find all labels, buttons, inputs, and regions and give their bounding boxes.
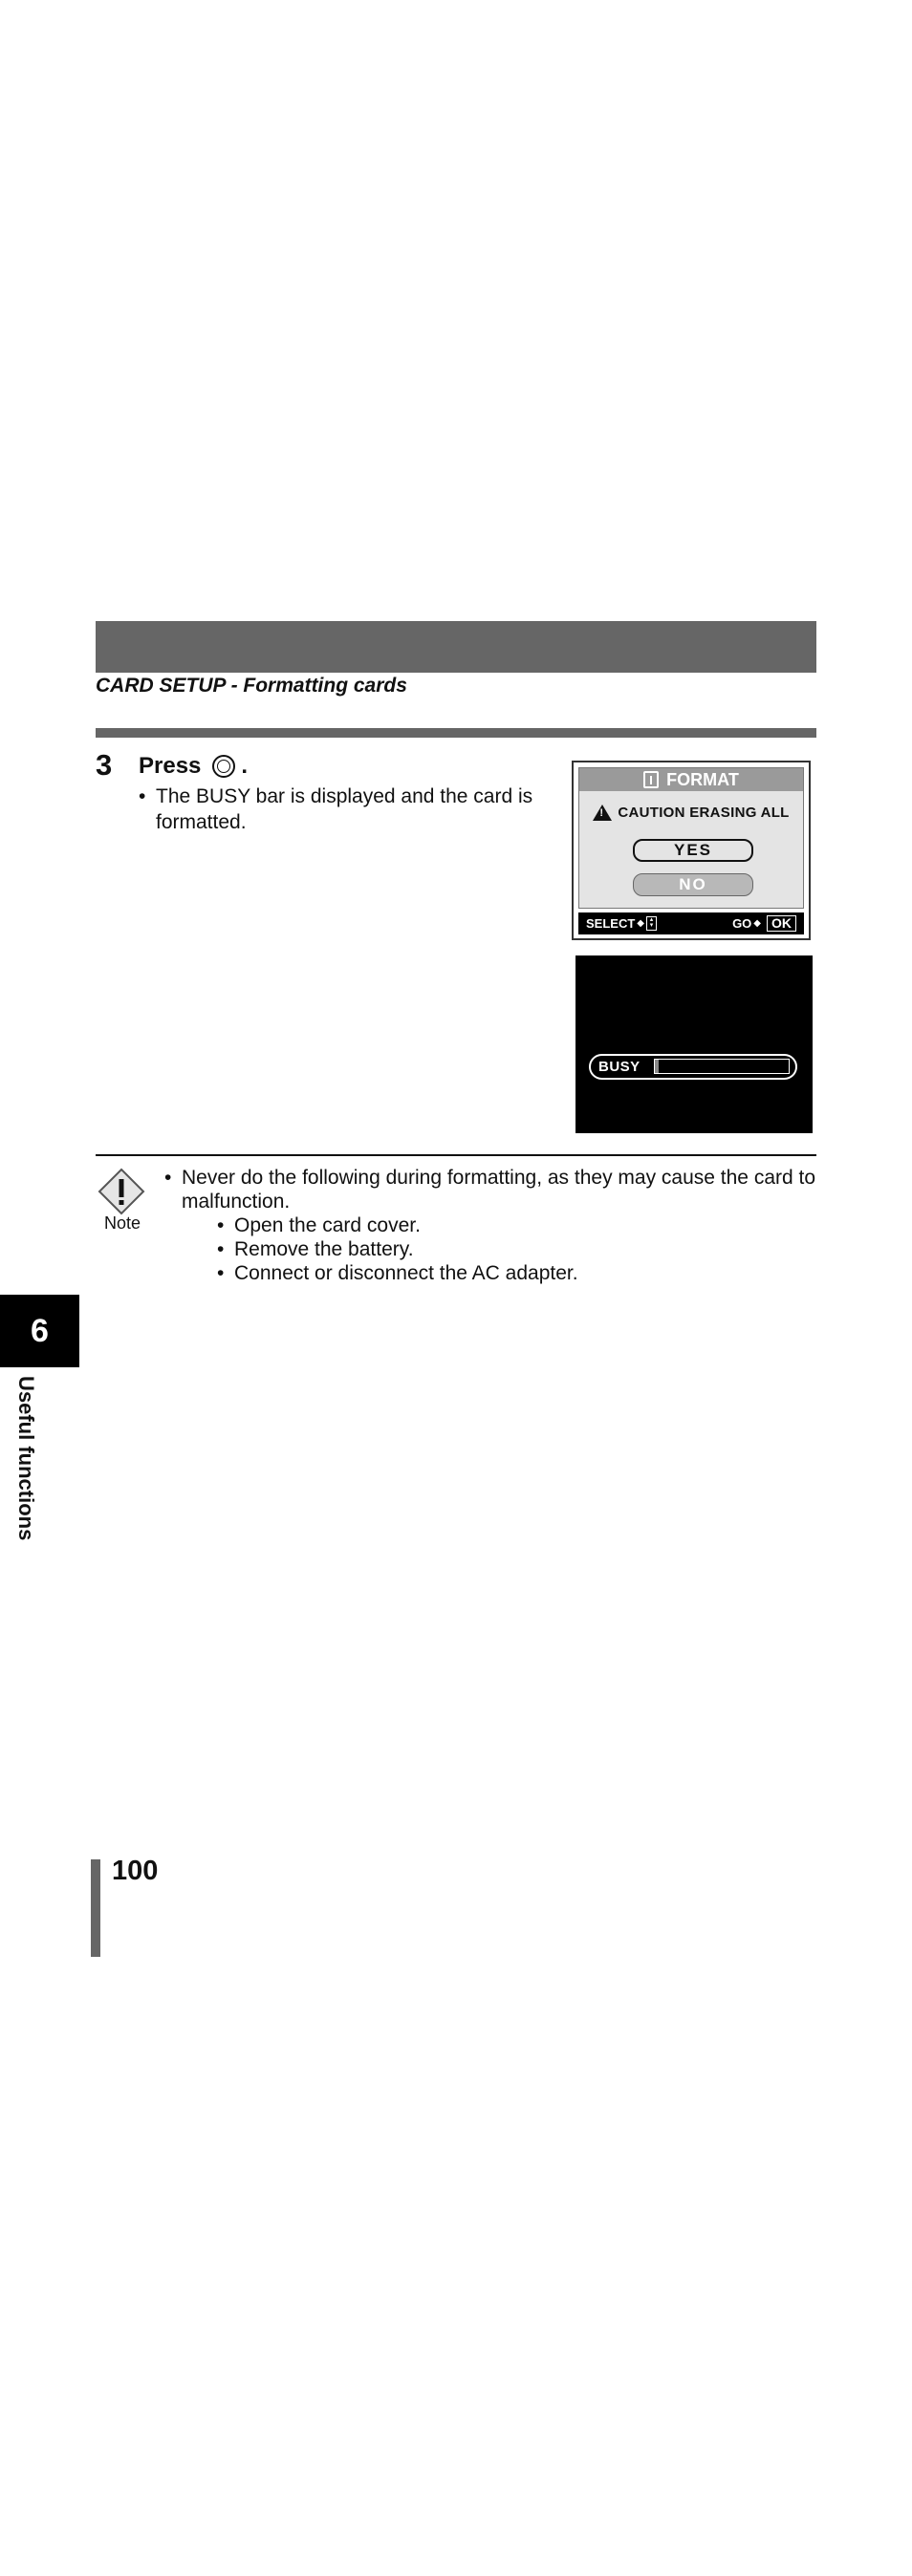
busy-progress-fill [655, 1060, 659, 1073]
busy-track [654, 1059, 790, 1074]
format-title: FORMAT [666, 769, 739, 789]
note-body [164, 1166, 824, 1285]
card-icon [643, 771, 659, 788]
header-band [96, 621, 816, 673]
bullet-dot-icon: • [217, 1214, 225, 1236]
caution-text: CAUTION ERASING ALL [618, 805, 790, 821]
section-divider [96, 728, 816, 738]
bullet-dot-icon: • [164, 1167, 172, 1189]
step-bullet [139, 784, 550, 835]
page-number: 100 [112, 1856, 159, 1886]
bullet-dot-icon: • [217, 1238, 225, 1260]
step-period: . [241, 753, 249, 779]
list-item [217, 1213, 824, 1237]
warning-icon [593, 805, 612, 821]
section-title: CARD SETUP - Formatting cards [96, 675, 407, 697]
note-divider [96, 1154, 816, 1156]
page-number-bar [91, 1859, 100, 1957]
busy-screen [575, 955, 813, 1133]
chapter-label: Useful functions [14, 1376, 38, 1541]
format-menu [578, 767, 804, 909]
busy-progress-bar [589, 1054, 797, 1080]
arrow-right-icon: ◆ [753, 918, 761, 929]
step-number: 3 [96, 748, 113, 782]
chapter-tab: 6 [0, 1295, 79, 1367]
no-button: NO [633, 873, 753, 896]
format-footer [578, 912, 804, 934]
bullet-dot-icon: • [217, 1262, 225, 1284]
note-item-text: Connect or disconnect the AC adapter. [234, 1262, 578, 1284]
note-warning-icon [98, 1168, 145, 1215]
note-item-text: Open the card cover. [234, 1214, 421, 1236]
bullet-dot-icon: • [139, 785, 146, 807]
list-item [217, 1261, 824, 1285]
footer-ok-label: OK [767, 915, 796, 932]
footer-select-label: SELECT [586, 916, 636, 931]
step-press-label: Press [139, 753, 202, 779]
note-main-text: Never do the following during formatting, as they may cause the card to malfunction. [182, 1167, 816, 1213]
format-screen [572, 761, 811, 940]
note-label: Note [103, 1213, 141, 1233]
note-item-text: Remove the battery. [234, 1238, 414, 1260]
yes-button: YES [633, 839, 753, 862]
arrow-right-icon: ◆ [637, 918, 644, 929]
busy-label: BUSY [598, 1059, 641, 1075]
step-instruction [139, 753, 248, 780]
step-bullet-text: The BUSY bar is displayed and the card is formatted. [156, 785, 533, 833]
format-title-bar [579, 768, 803, 791]
caution-row [579, 805, 803, 821]
list-item [217, 1237, 824, 1261]
footer-go-label: GO [732, 916, 752, 931]
ok-button-icon [212, 755, 235, 778]
up-down-arrows-icon: ▴ ▾ [646, 916, 657, 931]
